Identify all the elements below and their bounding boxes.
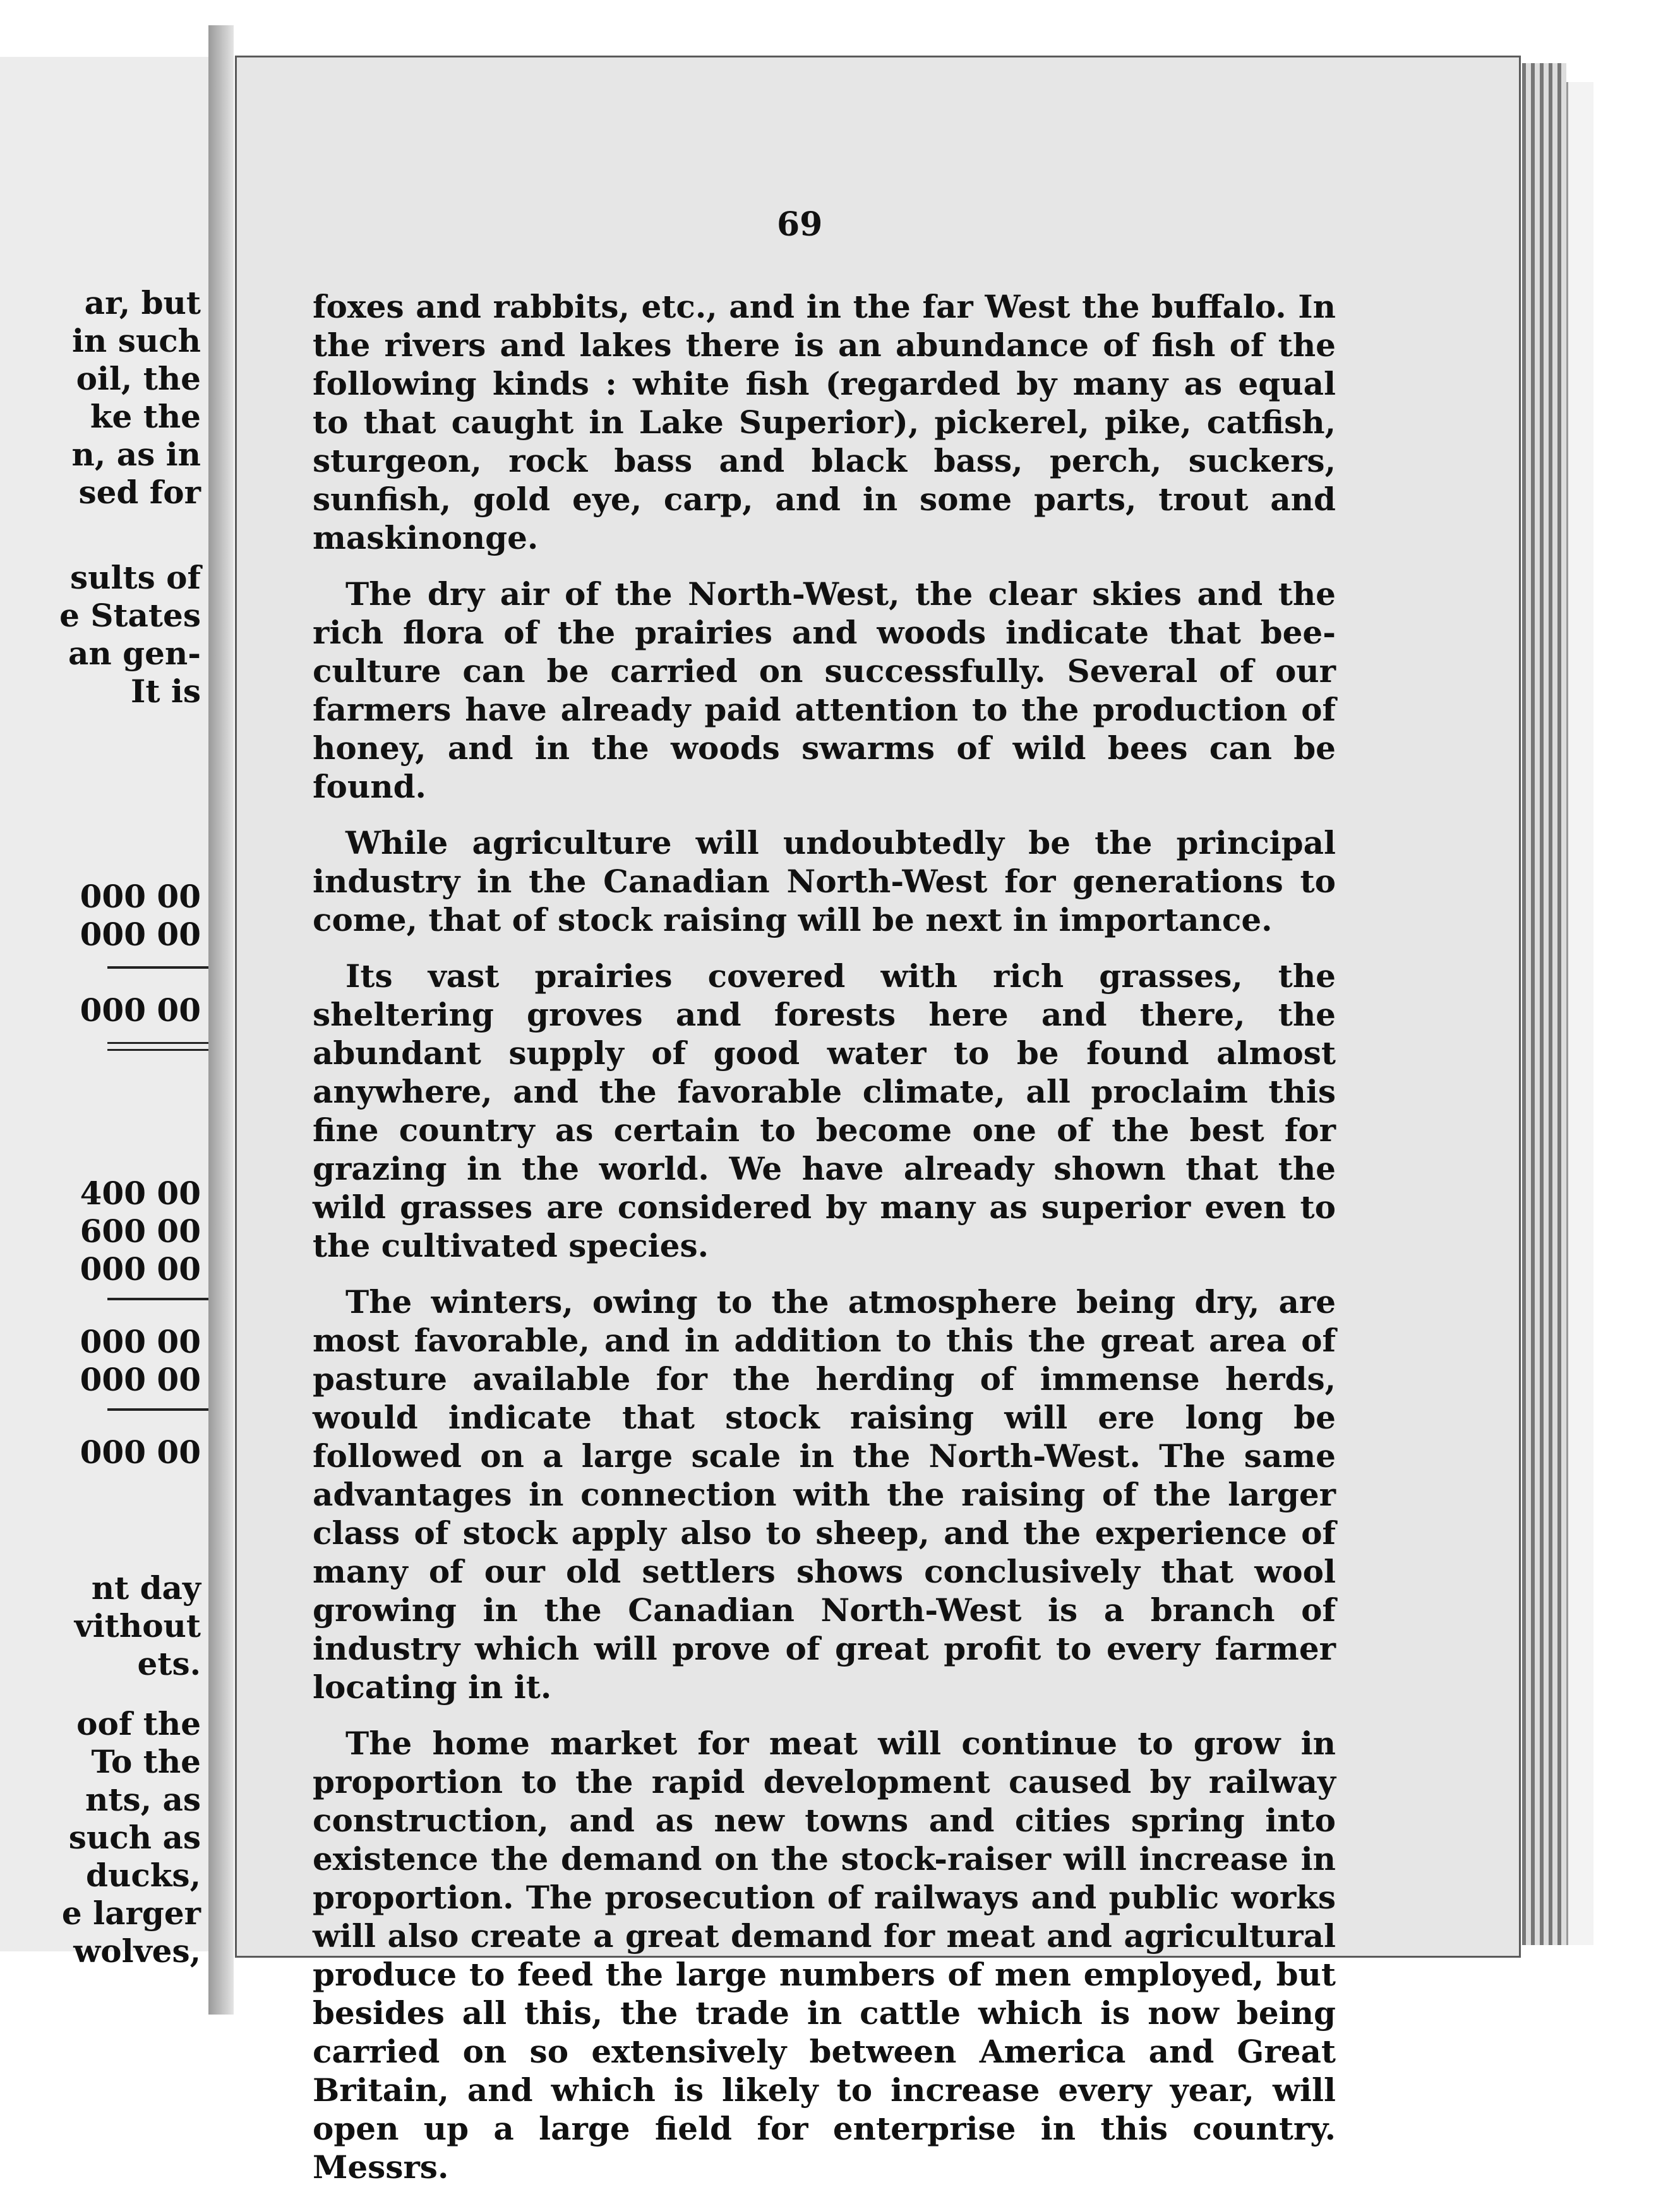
left-page-line: 000 00	[80, 1434, 201, 1471]
page-edges	[1522, 63, 1566, 1945]
paragraph: The winters, owing to the atmosphere being dry, are most favorable, and in addition to this the great area of pasture available for the herding of immense herds, would indicate that stock raising will ere long be followed on a large scale in the North-West. The same advantages in connection with the raising of the larger class of stock apply also to sheep, and the experience of many of our old settlers shows conclusively that wool growing in the Canadian North-West is a branch of industry which will prove of great profit to every farmer locating in it.	[313, 1283, 1336, 1706]
left-page-line: n, as in	[71, 436, 201, 473]
paragraph: The dry air of the North-West, the clear skies and the rich flora of the prairies and woods indicate that bee-culture can be carried on successfully. Several of our farmers have already paid attention to the production of honey, and in the woods swarms of wild bees can be found.	[313, 575, 1336, 805]
left-page-line: oil, the	[76, 360, 201, 397]
left-page-line: 000 00	[80, 1361, 201, 1398]
left-page-line: To the	[91, 1743, 201, 1780]
left-page-line: 000 00	[80, 878, 201, 915]
left-page-line: ducks,	[86, 1857, 201, 1894]
left-page-line: It is	[130, 673, 201, 710]
left-page-line: nt day	[91, 1569, 201, 1607]
left-page-line: sults of	[69, 559, 201, 596]
page-body	[313, 287, 1336, 2204]
total-double-rule	[107, 1042, 208, 1051]
left-page-line: vithout	[74, 1607, 201, 1644]
paragraph: While agriculture will undoubtedly be the principal industry in the Canadian North-West for generations to come, that of stock raising will be next in importance.	[313, 824, 1336, 938]
left-page-line: an gen-	[68, 635, 201, 672]
left-page-line: sed for	[78, 474, 201, 511]
sum-rule	[107, 966, 208, 969]
left-page-line: 400 00	[80, 1175, 201, 1212]
paragraph: The home market for meat will continue to grow in proportion to the rapid development caused by railway construction, and as new towns and cities spring into existence the demand on the stock-raiser will increase in proportion. The prosecution of railways and public works will also create a great demand for meat and agricultural produce to feed the large numbers of men employed, but besides all this, the trade in cattle which is now being carried on so extensively between America and Great Britain, and which is likely to increase every year, will open up a large field for enterprise in this country. Messrs.	[313, 1725, 1336, 2186]
left-page-line: ke the	[90, 398, 201, 435]
left-page-line: ar, but	[84, 284, 201, 321]
left-page-line: such as	[68, 1819, 201, 1856]
book-gutter	[208, 25, 234, 2015]
page-edges-outer	[1566, 82, 1593, 1945]
left-page-line: nts, as	[85, 1781, 201, 1818]
left-facing-page	[0, 57, 211, 1970]
left-page-line: ets.	[137, 1645, 201, 1682]
left-page-line: 000 00	[80, 1250, 201, 1288]
sum-rule	[107, 1298, 208, 1300]
paragraph: Its vast prairies covered with rich grasses, the sheltering groves and forests here and there, the abundant supply of good water to be found almost anywhere, and the favorable climate, all proclaim this fine country as certain to become one of the best for grazing in the world. We have already shown that the wild grasses are considered by many as superior even to the cultivated species.	[313, 957, 1336, 1264]
left-page-line: 000 00	[80, 991, 201, 1029]
left-page-line: 000 00	[80, 916, 201, 953]
page-number: 69	[777, 205, 823, 244]
left-page-line: oof the	[76, 1705, 201, 1742]
left-page-line: 000 00	[80, 1323, 201, 1360]
sum-rule	[107, 1408, 208, 1411]
left-page-line: in such	[71, 322, 201, 359]
left-page-line: 600 00	[80, 1213, 201, 1250]
paragraph: foxes and rabbits, etc., and in the far West the buffalo. In the rivers and lakes there is an abundance of fish of the following kinds : white fish (regarded by many as equal to that caught in Lake Superior), pickerel, pike, catfish, sturgeon, rock bass and black bass, perch, suckers, sunfish, gold eye, carp, and in some parts, trout and maskinonge.	[313, 288, 1336, 556]
left-page-line: e States	[59, 597, 201, 634]
left-page-line: e larger	[61, 1895, 201, 1932]
left-page-line: wolves,	[73, 1932, 201, 1970]
